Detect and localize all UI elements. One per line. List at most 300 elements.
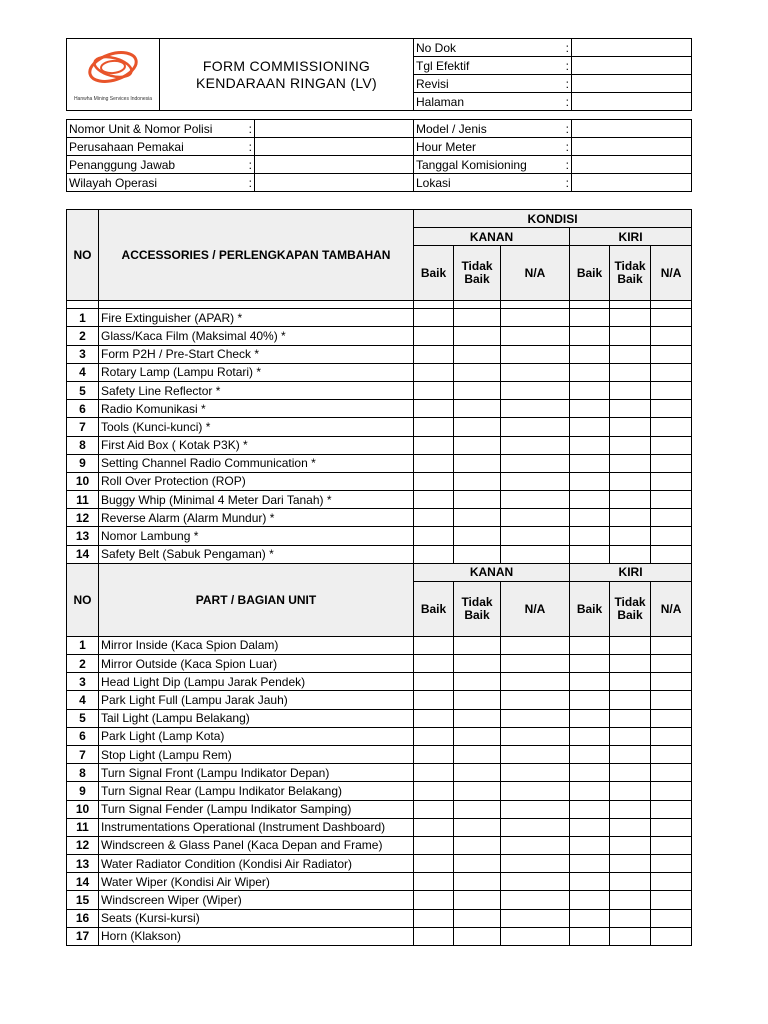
kanan-na-cell[interactable] bbox=[501, 327, 570, 345]
item-number: 10 bbox=[67, 800, 99, 818]
kiri-baik-cell[interactable] bbox=[570, 745, 610, 763]
info-row bbox=[67, 156, 692, 174]
kiri-na-cell[interactable] bbox=[651, 636, 692, 654]
kiri-tidak-baik-cell[interactable] bbox=[610, 436, 651, 454]
kiri-tidak-baik-cell[interactable] bbox=[610, 309, 651, 327]
table-row bbox=[67, 727, 692, 745]
kiri-tidak-baik-cell[interactable] bbox=[610, 454, 651, 472]
kanan-na-cell[interactable] bbox=[501, 527, 570, 545]
kanan-tidak-baik-cell[interactable] bbox=[454, 400, 501, 418]
kanan-baik-cell[interactable] bbox=[414, 818, 454, 836]
kanan-baik-cell[interactable] bbox=[414, 418, 454, 436]
na-header: N/A bbox=[651, 246, 692, 301]
kanan-baik-cell[interactable] bbox=[414, 836, 454, 854]
item-number: 4 bbox=[67, 691, 99, 709]
tidak-baik-header: Tidak Baik bbox=[454, 246, 501, 301]
kanan-baik-cell[interactable] bbox=[414, 855, 454, 873]
kanan-na-cell[interactable] bbox=[501, 545, 570, 563]
kiri-tidak-baik-cell[interactable] bbox=[610, 673, 651, 691]
kiri-baik-cell[interactable] bbox=[570, 782, 610, 800]
kiri-tidak-baik-cell[interactable] bbox=[610, 527, 651, 545]
kiri-baik-cell[interactable] bbox=[570, 891, 610, 909]
kanan-na-cell[interactable] bbox=[501, 400, 570, 418]
kanan-baik-cell[interactable] bbox=[414, 745, 454, 763]
kiri-tidak-baik-cell[interactable] bbox=[610, 545, 651, 563]
kanan-na-cell[interactable] bbox=[501, 855, 570, 873]
item-number: 14 bbox=[67, 873, 99, 891]
kiri-tidak-baik-cell[interactable] bbox=[610, 891, 651, 909]
kanan-na-cell[interactable] bbox=[501, 727, 570, 745]
kanan-na-cell[interactable] bbox=[501, 636, 570, 654]
kanan-na-cell[interactable] bbox=[501, 363, 570, 381]
item-number: 13 bbox=[67, 855, 99, 873]
kiri-baik-cell[interactable] bbox=[570, 345, 610, 363]
kiri-baik-cell[interactable] bbox=[570, 381, 610, 399]
logo-cell bbox=[67, 39, 160, 111]
item-label: Safety Belt (Sabuk Pengaman) * bbox=[99, 545, 414, 563]
kanan-baik-cell[interactable] bbox=[414, 691, 454, 709]
kanan-na-cell[interactable] bbox=[501, 509, 570, 527]
kiri-baik-cell[interactable] bbox=[570, 400, 610, 418]
kanan-baik-cell[interactable] bbox=[414, 509, 454, 527]
info-colon: : bbox=[247, 138, 255, 156]
kiri-tidak-baik-cell[interactable] bbox=[610, 363, 651, 381]
kanan-tidak-baik-cell[interactable] bbox=[454, 527, 501, 545]
kanan-baik-cell[interactable] bbox=[414, 764, 454, 782]
kanan-na-cell[interactable] bbox=[501, 673, 570, 691]
kiri-na-cell[interactable] bbox=[651, 509, 692, 527]
doc-field-colon: : bbox=[564, 39, 572, 57]
table-row bbox=[67, 782, 692, 800]
kiri-tidak-baik-cell[interactable] bbox=[610, 745, 651, 763]
kiri-na-cell[interactable] bbox=[651, 454, 692, 472]
kiri-baik-cell[interactable] bbox=[570, 454, 610, 472]
kiri-na-cell[interactable] bbox=[651, 800, 692, 818]
kanan-baik-cell[interactable] bbox=[414, 527, 454, 545]
tidak-baik-header: Tidak Baik bbox=[454, 581, 501, 636]
info-colon: : bbox=[564, 120, 572, 138]
kiri-tidak-baik-cell[interactable] bbox=[610, 655, 651, 673]
doc-field-label: Revisi bbox=[414, 75, 564, 93]
kiri-na-cell[interactable] bbox=[651, 909, 692, 927]
kanan-na-cell[interactable] bbox=[501, 472, 570, 490]
kanan-tidak-baik-cell[interactable] bbox=[454, 309, 501, 327]
kiri-na-cell[interactable] bbox=[651, 363, 692, 381]
item-number: 17 bbox=[67, 927, 99, 945]
kiri-baik-cell[interactable] bbox=[570, 309, 610, 327]
info-label: Model / Jenis bbox=[414, 120, 564, 138]
kiri-na-cell[interactable] bbox=[651, 764, 692, 782]
item-number: 9 bbox=[67, 454, 99, 472]
item-label: Fire Extinguisher (APAR) * bbox=[99, 309, 414, 327]
kiri-tidak-baik-cell[interactable] bbox=[610, 800, 651, 818]
kiri-baik-cell[interactable] bbox=[570, 327, 610, 345]
kanan-tidak-baik-cell[interactable] bbox=[454, 909, 501, 927]
kanan-tidak-baik-cell[interactable] bbox=[454, 673, 501, 691]
item-label: Windscreen & Glass Panel (Kaca Depan and Frame) bbox=[99, 836, 414, 854]
table-row bbox=[67, 327, 692, 345]
item-number: 1 bbox=[67, 309, 99, 327]
kiri-tidak-baik-cell[interactable] bbox=[610, 327, 651, 345]
kanan-baik-cell[interactable] bbox=[414, 727, 454, 745]
table-row bbox=[67, 454, 692, 472]
spacer-cell bbox=[570, 301, 610, 309]
info-row bbox=[67, 120, 692, 138]
kanan-tidak-baik-cell[interactable] bbox=[454, 472, 501, 490]
kiri-na-cell[interactable] bbox=[651, 927, 692, 945]
kanan-na-cell[interactable] bbox=[501, 655, 570, 673]
kiri-header: KIRI bbox=[570, 228, 692, 246]
kanan-baik-cell[interactable] bbox=[414, 363, 454, 381]
doc-field-label: No Dok bbox=[414, 39, 564, 57]
kiri-baik-cell[interactable] bbox=[570, 909, 610, 927]
kanan-tidak-baik-cell[interactable] bbox=[454, 800, 501, 818]
item-number: 7 bbox=[67, 418, 99, 436]
kanan-na-cell[interactable] bbox=[501, 818, 570, 836]
kanan-baik-cell[interactable] bbox=[414, 636, 454, 654]
kiri-tidak-baik-cell[interactable] bbox=[610, 418, 651, 436]
item-label: Radio Komunikasi * bbox=[99, 400, 414, 418]
table-row bbox=[67, 363, 692, 381]
item-number: 15 bbox=[67, 891, 99, 909]
logo-caption: Hanwha Mining Services Indonesia bbox=[73, 96, 153, 102]
item-label: Water Radiator Condition (Kondisi Air Radiator) bbox=[99, 855, 414, 873]
kanan-tidak-baik-cell[interactable] bbox=[454, 745, 501, 763]
info-colon: : bbox=[564, 174, 572, 192]
kiri-tidak-baik-cell[interactable] bbox=[610, 909, 651, 927]
kiri-na-cell[interactable] bbox=[651, 527, 692, 545]
kiri-na-cell[interactable] bbox=[651, 491, 692, 509]
kanan-na-cell[interactable] bbox=[501, 709, 570, 727]
item-label: Park Light Full (Lampu Jarak Jauh) bbox=[99, 691, 414, 709]
kanan-baik-cell[interactable] bbox=[414, 309, 454, 327]
baik-header: Baik bbox=[570, 246, 610, 301]
kanan-na-cell[interactable] bbox=[501, 691, 570, 709]
kanan-baik-cell[interactable] bbox=[414, 673, 454, 691]
kanan-na-cell[interactable] bbox=[501, 909, 570, 927]
item-label: Rotary Lamp (Lampu Rotari) * bbox=[99, 363, 414, 381]
kanan-baik-cell[interactable] bbox=[414, 873, 454, 891]
table-row bbox=[67, 691, 692, 709]
company-logo-icon bbox=[83, 47, 143, 91]
info-value[interactable] bbox=[572, 138, 692, 156]
item-number: 4 bbox=[67, 363, 99, 381]
kanan-tidak-baik-cell[interactable] bbox=[454, 891, 501, 909]
item-number: 8 bbox=[67, 436, 99, 454]
kanan-tidak-baik-cell[interactable] bbox=[454, 363, 501, 381]
kiri-tidak-baik-cell[interactable] bbox=[610, 491, 651, 509]
kiri-baik-cell[interactable] bbox=[570, 527, 610, 545]
kiri-na-cell[interactable] bbox=[651, 327, 692, 345]
item-label: Tools (Kunci-kunci) * bbox=[99, 418, 414, 436]
kiri-na-cell[interactable] bbox=[651, 655, 692, 673]
kanan-baik-cell[interactable] bbox=[414, 327, 454, 345]
kiri-tidak-baik-cell[interactable] bbox=[610, 345, 651, 363]
kanan-na-cell[interactable] bbox=[501, 873, 570, 891]
kiri-tidak-baik-cell[interactable] bbox=[610, 855, 651, 873]
kiri-tidak-baik-cell[interactable] bbox=[610, 764, 651, 782]
kanan-tidak-baik-cell[interactable] bbox=[454, 436, 501, 454]
kiri-baik-cell[interactable] bbox=[570, 436, 610, 454]
kiri-na-cell[interactable] bbox=[651, 727, 692, 745]
kiri-na-cell[interactable] bbox=[651, 545, 692, 563]
item-number: 13 bbox=[67, 527, 99, 545]
item-number: 12 bbox=[67, 509, 99, 527]
kiri-tidak-baik-cell[interactable] bbox=[610, 818, 651, 836]
item-label: Mirror Inside (Kaca Spion Dalam) bbox=[99, 636, 414, 654]
kanan-tidak-baik-cell[interactable] bbox=[454, 709, 501, 727]
info-value[interactable] bbox=[255, 156, 414, 174]
kanan-tidak-baik-cell[interactable] bbox=[454, 764, 501, 782]
item-number: 12 bbox=[67, 836, 99, 854]
item-number: 2 bbox=[67, 655, 99, 673]
kanan-tidak-baik-cell[interactable] bbox=[454, 782, 501, 800]
kanan-na-cell[interactable] bbox=[501, 745, 570, 763]
item-number: 3 bbox=[67, 345, 99, 363]
kiri-baik-cell[interactable] bbox=[570, 709, 610, 727]
kiri-na-cell[interactable] bbox=[651, 309, 692, 327]
info-colon: : bbox=[247, 174, 255, 192]
kiri-baik-cell[interactable] bbox=[570, 855, 610, 873]
kanan-na-cell[interactable] bbox=[501, 454, 570, 472]
kanan-tidak-baik-cell[interactable] bbox=[454, 509, 501, 527]
kiri-baik-cell[interactable] bbox=[570, 636, 610, 654]
kiri-baik-cell[interactable] bbox=[570, 363, 610, 381]
kiri-baik-cell[interactable] bbox=[570, 836, 610, 854]
kanan-baik-cell[interactable] bbox=[414, 436, 454, 454]
kanan-tidak-baik-cell[interactable] bbox=[454, 855, 501, 873]
item-number: 6 bbox=[67, 400, 99, 418]
kiri-tidak-baik-cell[interactable] bbox=[610, 927, 651, 945]
section2-title: PART / BAGIAN UNIT bbox=[99, 563, 414, 636]
kiri-tidak-baik-cell[interactable] bbox=[610, 400, 651, 418]
kanan-baik-cell[interactable] bbox=[414, 400, 454, 418]
kiri-header: KIRI bbox=[570, 563, 692, 581]
kanan-na-cell[interactable] bbox=[501, 381, 570, 399]
kiri-na-cell[interactable] bbox=[651, 873, 692, 891]
spacer-cell bbox=[454, 301, 501, 309]
item-number: 10 bbox=[67, 472, 99, 490]
item-number: 11 bbox=[67, 491, 99, 509]
kanan-na-cell[interactable] bbox=[501, 836, 570, 854]
kanan-tidak-baik-cell[interactable] bbox=[454, 727, 501, 745]
table-row bbox=[67, 836, 692, 854]
item-label: Windscreen Wiper (Wiper) bbox=[99, 891, 414, 909]
kiri-na-cell[interactable] bbox=[651, 472, 692, 490]
kanan-tidak-baik-cell[interactable] bbox=[454, 836, 501, 854]
info-value[interactable] bbox=[255, 138, 414, 156]
kanan-baik-cell[interactable] bbox=[414, 454, 454, 472]
kanan-na-cell[interactable] bbox=[501, 764, 570, 782]
doc-field-colon: : bbox=[564, 75, 572, 93]
kiri-baik-cell[interactable] bbox=[570, 691, 610, 709]
kanan-baik-cell[interactable] bbox=[414, 800, 454, 818]
info-label: Tanggal Komisioning bbox=[414, 156, 564, 174]
kiri-tidak-baik-cell[interactable] bbox=[610, 691, 651, 709]
kiri-baik-cell[interactable] bbox=[570, 800, 610, 818]
kanan-na-cell[interactable] bbox=[501, 418, 570, 436]
info-value[interactable] bbox=[255, 120, 414, 138]
table-row bbox=[67, 400, 692, 418]
kiri-baik-cell[interactable] bbox=[570, 927, 610, 945]
kanan-tidak-baik-cell[interactable] bbox=[454, 345, 501, 363]
kanan-na-cell[interactable] bbox=[501, 800, 570, 818]
kanan-tidak-baik-cell[interactable] bbox=[454, 454, 501, 472]
kiri-baik-cell[interactable] bbox=[570, 673, 610, 691]
kiri-na-cell[interactable] bbox=[651, 836, 692, 854]
spacer-cell bbox=[67, 301, 99, 309]
kiri-na-cell[interactable] bbox=[651, 418, 692, 436]
kanan-tidak-baik-cell[interactable] bbox=[454, 818, 501, 836]
kanan-tidak-baik-cell[interactable] bbox=[454, 691, 501, 709]
kiri-tidak-baik-cell[interactable] bbox=[610, 472, 651, 490]
kiri-na-cell[interactable] bbox=[651, 709, 692, 727]
kiri-tidak-baik-cell[interactable] bbox=[610, 381, 651, 399]
kanan-tidak-baik-cell[interactable] bbox=[454, 381, 501, 399]
item-label: Form P2H / Pre-Start Check * bbox=[99, 345, 414, 363]
doc-field-value[interactable] bbox=[572, 93, 692, 111]
kanan-tidak-baik-cell[interactable] bbox=[454, 418, 501, 436]
kanan-na-cell[interactable] bbox=[501, 782, 570, 800]
info-colon: : bbox=[247, 156, 255, 174]
kanan-tidak-baik-cell[interactable] bbox=[454, 545, 501, 563]
kiri-baik-cell[interactable] bbox=[570, 491, 610, 509]
kiri-na-cell[interactable] bbox=[651, 673, 692, 691]
document-header bbox=[66, 38, 692, 111]
tidak-baik-header: Tidak Baik bbox=[610, 246, 651, 301]
table-row bbox=[67, 509, 692, 527]
info-label: Nomor Unit & Nomor Polisi bbox=[67, 120, 247, 138]
item-label: Glass/Kaca Film (Maksimal 40%) * bbox=[99, 327, 414, 345]
kiri-na-cell[interactable] bbox=[651, 855, 692, 873]
info-colon: : bbox=[564, 156, 572, 174]
kanan-na-cell[interactable] bbox=[501, 345, 570, 363]
kiri-baik-cell[interactable] bbox=[570, 873, 610, 891]
kanan-baik-cell[interactable] bbox=[414, 472, 454, 490]
kanan-tidak-baik-cell[interactable] bbox=[454, 873, 501, 891]
kanan-baik-cell[interactable] bbox=[414, 927, 454, 945]
kiri-na-cell[interactable] bbox=[651, 745, 692, 763]
item-label: Head Light Dip (Lampu Jarak Pendek) bbox=[99, 673, 414, 691]
kanan-na-cell[interactable] bbox=[501, 436, 570, 454]
item-label: Setting Channel Radio Communication * bbox=[99, 454, 414, 472]
kanan-tidak-baik-cell[interactable] bbox=[454, 927, 501, 945]
kanan-na-cell[interactable] bbox=[501, 309, 570, 327]
doc-field-label: Halaman bbox=[414, 93, 564, 111]
kiri-tidak-baik-cell[interactable] bbox=[610, 509, 651, 527]
table-row bbox=[67, 709, 692, 727]
kanan-baik-cell[interactable] bbox=[414, 782, 454, 800]
kiri-baik-cell[interactable] bbox=[570, 818, 610, 836]
kanan-baik-cell[interactable] bbox=[414, 909, 454, 927]
kanan-baik-cell[interactable] bbox=[414, 709, 454, 727]
kiri-na-cell[interactable] bbox=[651, 818, 692, 836]
info-value[interactable] bbox=[572, 120, 692, 138]
kiri-baik-cell[interactable] bbox=[570, 545, 610, 563]
kanan-tidak-baik-cell[interactable] bbox=[454, 327, 501, 345]
kiri-na-cell[interactable] bbox=[651, 691, 692, 709]
baik-header: Baik bbox=[414, 246, 454, 301]
kiri-tidak-baik-cell[interactable] bbox=[610, 727, 651, 745]
kiri-baik-cell[interactable] bbox=[570, 472, 610, 490]
kiri-baik-cell[interactable] bbox=[570, 655, 610, 673]
kanan-na-cell[interactable] bbox=[501, 927, 570, 945]
kiri-na-cell[interactable] bbox=[651, 782, 692, 800]
item-label: Park Light (Lamp Kota) bbox=[99, 727, 414, 745]
kiri-na-cell[interactable] bbox=[651, 891, 692, 909]
kanan-tidak-baik-cell[interactable] bbox=[454, 655, 501, 673]
kiri-tidak-baik-cell[interactable] bbox=[610, 836, 651, 854]
section1-title: ACCESSORIES / PERLENGKAPAN TAMBAHAN bbox=[99, 210, 414, 301]
table-row bbox=[67, 800, 692, 818]
info-label: Wilayah Operasi bbox=[67, 174, 247, 192]
doc-field-value[interactable] bbox=[572, 75, 692, 93]
kanan-header: KANAN bbox=[414, 228, 570, 246]
kiri-na-cell[interactable] bbox=[651, 345, 692, 363]
info-row bbox=[67, 138, 692, 156]
table-row bbox=[67, 927, 692, 945]
item-label: Tail Light (Lampu Belakang) bbox=[99, 709, 414, 727]
doc-field-value[interactable] bbox=[572, 39, 692, 57]
item-number: 8 bbox=[67, 764, 99, 782]
kiri-baik-cell[interactable] bbox=[570, 727, 610, 745]
table-row bbox=[67, 818, 692, 836]
kiri-tidak-baik-cell[interactable] bbox=[610, 636, 651, 654]
kanan-tidak-baik-cell[interactable] bbox=[454, 491, 501, 509]
table-row bbox=[67, 472, 692, 490]
table-row bbox=[67, 418, 692, 436]
kanan-baik-cell[interactable] bbox=[414, 545, 454, 563]
kondisi-header: KONDISI bbox=[414, 210, 692, 228]
na-header: N/A bbox=[501, 246, 570, 301]
info-value[interactable] bbox=[255, 174, 414, 192]
table-row bbox=[67, 764, 692, 782]
kiri-baik-cell[interactable] bbox=[570, 764, 610, 782]
kiri-tidak-baik-cell[interactable] bbox=[610, 782, 651, 800]
info-colon: : bbox=[247, 120, 255, 138]
item-label: Mirror Outside (Kaca Spion Luar) bbox=[99, 655, 414, 673]
baik-header: Baik bbox=[570, 581, 610, 636]
no-header: NO bbox=[67, 563, 99, 636]
table-row bbox=[67, 673, 692, 691]
info-value[interactable] bbox=[572, 156, 692, 174]
kanan-na-cell[interactable] bbox=[501, 891, 570, 909]
checklist-table bbox=[66, 209, 692, 946]
kiri-na-cell[interactable] bbox=[651, 436, 692, 454]
kanan-baik-cell[interactable] bbox=[414, 491, 454, 509]
kiri-na-cell[interactable] bbox=[651, 400, 692, 418]
table-row bbox=[67, 491, 692, 509]
info-label: Perusahaan Pemakai bbox=[67, 138, 247, 156]
doc-field-colon: : bbox=[564, 93, 572, 111]
kanan-baik-cell[interactable] bbox=[414, 345, 454, 363]
kiri-na-cell[interactable] bbox=[651, 381, 692, 399]
info-value[interactable] bbox=[572, 174, 692, 192]
kanan-baik-cell[interactable] bbox=[414, 655, 454, 673]
kiri-tidak-baik-cell[interactable] bbox=[610, 709, 651, 727]
kanan-baik-cell[interactable] bbox=[414, 381, 454, 399]
spacer-row bbox=[67, 301, 692, 309]
kanan-baik-cell[interactable] bbox=[414, 891, 454, 909]
kiri-baik-cell[interactable] bbox=[570, 509, 610, 527]
kiri-tidak-baik-cell[interactable] bbox=[610, 873, 651, 891]
kanan-tidak-baik-cell[interactable] bbox=[454, 636, 501, 654]
kiri-baik-cell[interactable] bbox=[570, 418, 610, 436]
doc-field-colon: : bbox=[564, 57, 572, 75]
baik-header: Baik bbox=[414, 581, 454, 636]
kanan-na-cell[interactable] bbox=[501, 491, 570, 509]
doc-field-value[interactable] bbox=[572, 57, 692, 75]
